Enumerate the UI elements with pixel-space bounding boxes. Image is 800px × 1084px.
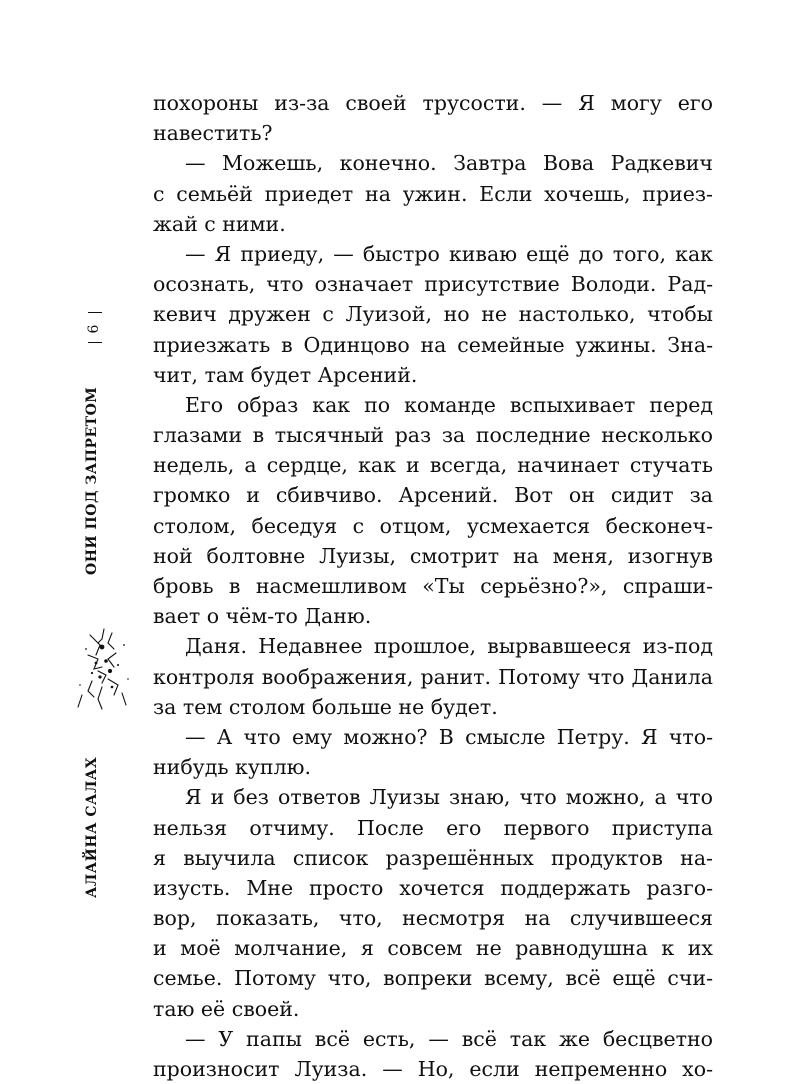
text-line: приезжать в Одинцово на семейные ужины. Зна- [153,332,713,357]
text-line: — Я приеду, — быстро киваю ещё до того, как [185,241,713,266]
text-line: — У папы всё есть, — всё так же бесцветно [185,1026,713,1051]
text-line: жай с ними. [153,211,286,236]
text-line: недель, а сердце, как и всегда, начинает стучать [153,453,713,478]
text-line: похороны из-за своей трусости. — Я могу его [153,91,713,115]
text-line: ной болтовне Луизы, смотрит на меня, изогнув [153,543,713,568]
text-line: за тем столом больше не будет. [153,694,498,719]
text-line: — Можешь, конечно. Завтра Вова Радкевич [185,151,713,176]
page-number-rule-top [88,312,102,313]
text-line: Даня. Недавнее прошлое, вырвавшееся из-под [185,634,713,659]
text-line: глазами в тысячный раз за последние несколько [153,423,713,448]
ink-splatter-icon [68,625,140,713]
text-line: навестить? [153,121,273,146]
text-line: с семьёй приедет на ужин. Если хочешь, приез- [153,181,713,206]
text-line: таю её своей. [153,996,300,1021]
text-line: бровь в насмешливом «Ты серьёзно?», спраши- [153,574,713,598]
text-line: произносит Луиза. — Но, если непременно хо- [153,1057,713,1081]
text-line: Я и без ответов Луизы знаю, что можно, а что [185,785,713,810]
text-line: семье. Потому что, вопреки всему, всё ещё счи- [153,966,713,991]
page-number-rule-bottom [88,342,102,343]
page-number: 6 [86,324,102,334]
page-number-block [84,312,106,346]
text-line: громко и сбивчиво. Арсений. Вот он сидит за [153,483,713,508]
text-line: столом, беседуя с отцом, усмехается бесконеч- [153,513,713,538]
text-line: кевич дружен с Луизой, но не настолько, чтобы [153,302,713,327]
text-line: — А что ему можно? В смысле Петру. Я что- [185,724,713,749]
text-line: я выучила список разрешённых продуктов на- [153,845,713,870]
text-line: вает о чём-то Даню. [153,604,372,629]
author-name: АЛАЙНА САЛАХ [84,756,100,898]
text-line: нибудь куплю. [153,755,311,780]
text-line: чит, там будет Арсений. [153,362,418,387]
text-line: вор, показать, что, несмотря на случившееся [153,906,713,931]
text-line: осознать, что означает присутствие Володи. Рад- [153,272,713,297]
text-line: контроля воображения, ранит. Потому что Данила [153,664,713,689]
text-line: и моё молчание, я совсем не равнодушна к их [153,936,713,961]
body-text [153,88,713,1084]
book-title: ОНИ ПОД ЗАПРЕТОМ [84,386,100,575]
text-line: изусть. Мне просто хочется поддержать разго- [153,875,713,900]
text-line: нельзя отчиму. После его первого приступа [153,815,713,840]
text-line: Его образ как по команде вспыхивает перед [185,392,713,417]
